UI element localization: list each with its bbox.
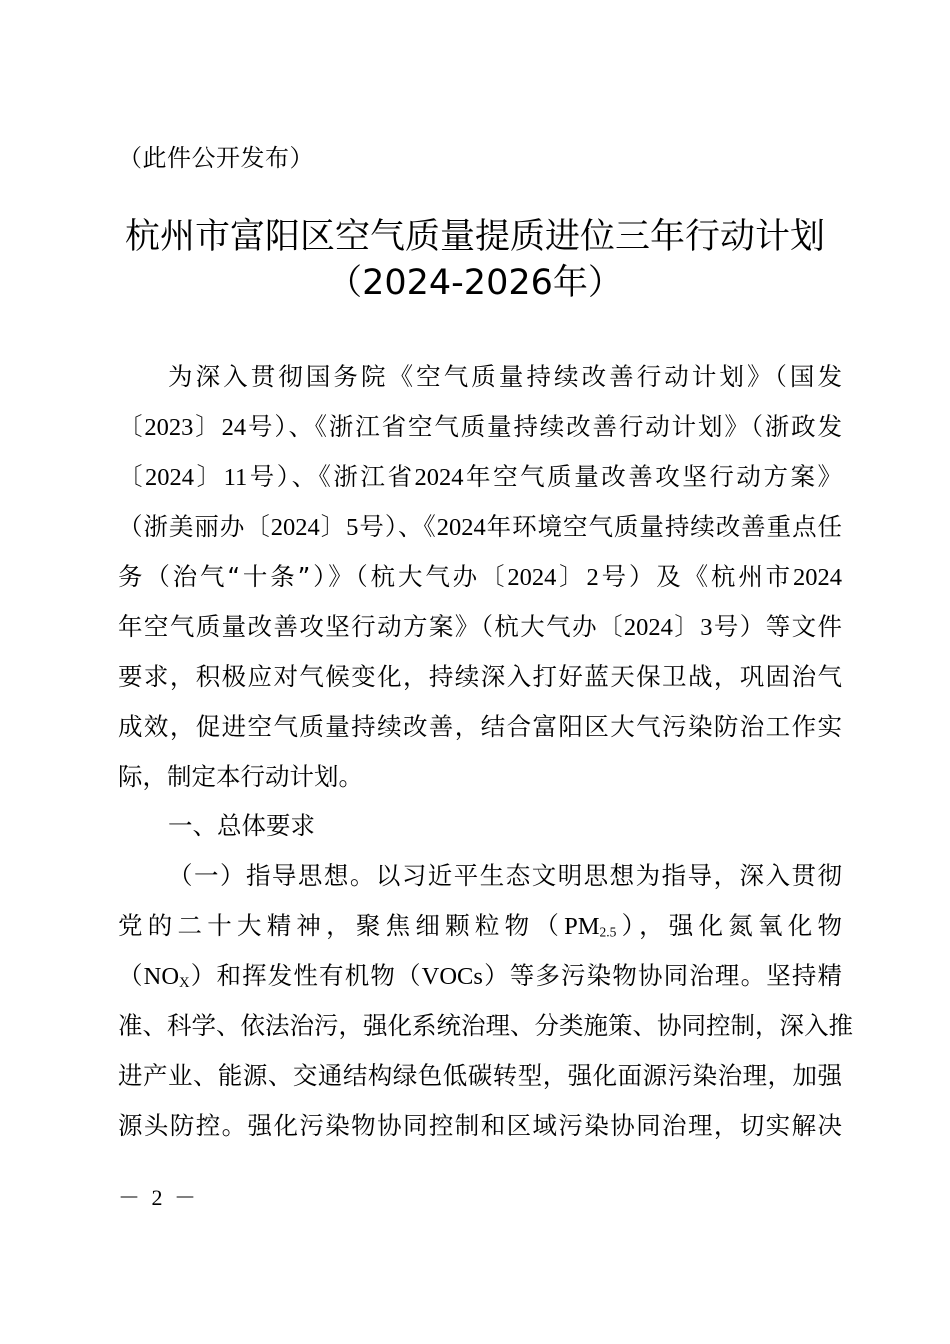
- intro-line: 为深入贯彻国务院《空气质量持续改善行动计划》（国发: [168, 362, 842, 391]
- guidance-line: 进产业、能源、交通结构绿色低碳转型，强化面源污染治理，加强: [118, 1061, 842, 1090]
- intro-line: 〔2023〕24号）、《浙江省空气质量持续改善行动计划》（浙政发: [118, 412, 843, 441]
- guidance-line: $(NO_X)$和挥发性有机物（VOCs）等多污染物协同治理。坚持精: [118, 961, 843, 991]
- publication-notice: （此件公开发布）: [118, 144, 314, 172]
- document-title: 杭州市富阳区空气质量提质进位三年行动计划: [124, 217, 825, 257]
- guidance-line: 党的二十大精神，聚焦细颗粒物$(PM_{2.5})$，强化氮氧化物: [118, 911, 843, 940]
- intro-line: 成效，促进空气质量持续改善，结合富阳区大气污染防治工作实: [118, 712, 842, 741]
- guidance-line: 源头防控。强化污染物协同控制和区域污染协同治理，切实解决: [118, 1111, 842, 1140]
- page-number: － 2 －: [118, 1185, 200, 1210]
- guidance-line: （一）指导思想。以习近平生态文明思想为指导，深入贯彻: [168, 861, 842, 890]
- intro-line: 务（治气“十条”）》（杭大气办〔2024〕2号）及《杭州市2024: [118, 562, 843, 591]
- section-heading: 一、总体要求: [168, 811, 315, 840]
- intro-line: （浙美丽办〔2024〕5号）、《2024年环境空气质量持续改善重点任: [118, 512, 843, 541]
- document-title-period: （2024-2026年）: [327, 263, 623, 303]
- intro-line: 年空气质量改善攻坚行动方案》（杭大气办〔2024〕3号）等文件: [118, 612, 843, 641]
- intro-line: 要求，积极应对气候变化，持续深入打好蓝天保卫战，巩固治气: [118, 662, 842, 691]
- intro-line: 际，制定本行动计划。: [118, 762, 363, 791]
- guidance-line: 准、科学、依法治污，强化系统治理、分类施策、协同控制，深入推: [118, 1011, 853, 1040]
- intro-line: 〔2024〕11号）、《浙江省2024年空气质量改善攻坚行动方案》: [118, 462, 843, 491]
